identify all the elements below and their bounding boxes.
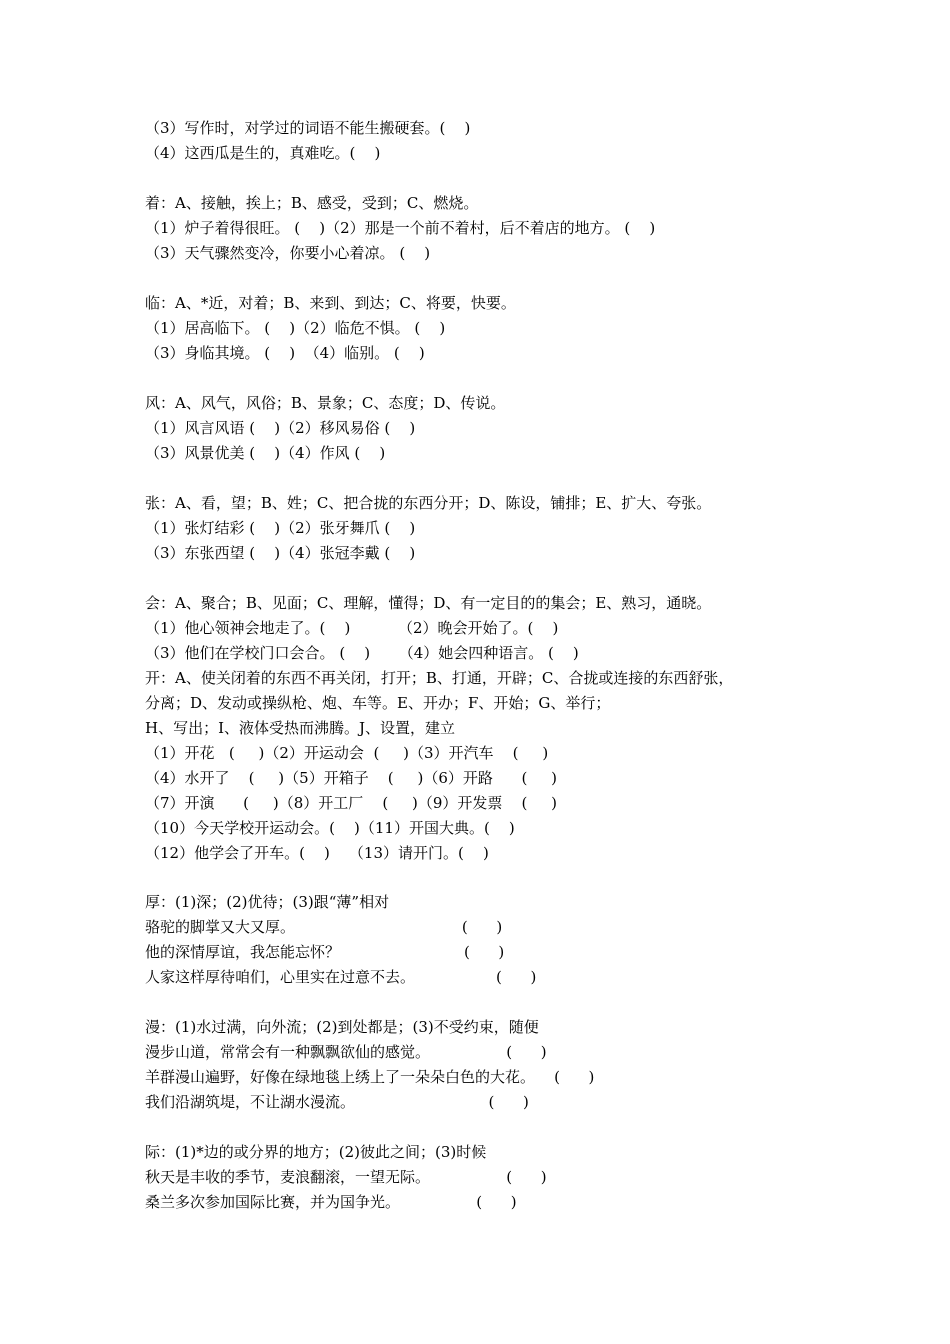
- text-line: （4）这西瓜是生的，真难吃。( ): [145, 144, 381, 162]
- text-line: （7）开演 ( )（8）开工厂 ( )（9）开发票 ( ): [145, 794, 558, 812]
- text-line: 秋天是丰收的季节，麦浪翻滚，一望无际。 ( ): [145, 1168, 547, 1186]
- text-line: 际：(1)*边的或分界的地方；(2)彼此之间；(3)时候: [145, 1143, 487, 1161]
- text-line: （10）今天学校开运动会。( )（11）开国大典。( ): [145, 819, 515, 837]
- text-line: （1）开花 ( )（2）开运动会 ( )（3）开汽车 ( ): [145, 744, 549, 762]
- text-line: （1）他心领神会地走了。( ) （2）晚会开始了。( ): [145, 619, 559, 637]
- text-line: H、写出；I、液体受热而沸腾。J、设置，建立: [145, 719, 456, 737]
- text-line: （3）他们在学校门口会合。 ( ) （4）她会四种语言。 ( ): [145, 644, 579, 662]
- text-line: 分离；D、发动或操纵枪、炮、车等。E、开办；F、开始；G、举行；: [145, 694, 611, 712]
- text-line: （3）风景优美 ( )（4）作风 ( ): [145, 444, 386, 462]
- text-line: 漫：(1)水过满，向外流；(2)到处都是；(3)不受约束，随便: [145, 1018, 539, 1036]
- text-line: 羊群漫山遍野，好像在绿地毯上绣上了一朵朵白色的大花。 ( ): [145, 1068, 595, 1086]
- text-line: （4）水开了 ( )（5）开箱子 ( )（6）开路 ( ): [145, 769, 558, 787]
- text-line: 风：A、风气，风俗；B、景象；C、态度；D、传说。: [145, 394, 506, 412]
- text-line: （12）他学会了开车。( ) （13）请开门。( ): [145, 844, 489, 862]
- text-line: 漫步山道，常常会有一种飘飘欲仙的感觉。 ( ): [145, 1043, 547, 1061]
- text-line: 着：A、接触，挨上；B、感受，受到；C、燃烧。: [145, 194, 479, 212]
- text-line: 开：A、使关闭着的东西不再关闭，打开；B、打通，开辟；C、合拢或连接的东西舒张，: [145, 669, 734, 687]
- text-line: （1）居高临下。 ( )（2）临危不惧。 ( ): [145, 319, 446, 337]
- text-line: （3）天气骤然变冷，你要小心着凉。 ( ): [145, 244, 431, 262]
- text-line: （1）炉子着得很旺。 ( )（2）那是一个前不着村，后不着店的地方。 ( ): [145, 219, 656, 237]
- text-line: （3）东张西望 ( )（4）张冠李戴 ( ): [145, 544, 416, 562]
- text-line: 他的深情厚谊，我怎能忘怀？ ( ): [145, 943, 505, 961]
- text-line: （1）风言风语 ( )（2）移风易俗 ( ): [145, 419, 416, 437]
- text-line: 我们沿湖筑堤，不让湖水漫流。 ( ): [145, 1093, 529, 1111]
- text-line: 张：A、看，望；B、姓；C、把合拢的东西分开；D、陈设，铺排；E、扩大、夸张。: [145, 494, 712, 512]
- text-line: 人家这样厚待咱们，心里实在过意不去。 ( ): [145, 968, 537, 986]
- text-line: 会：A、聚合；B、见面；C、理解，懂得；D、有一定目的的集会；E、熟习，通晓。: [145, 594, 712, 612]
- text-line: 骆驼的脚掌又大又厚。 ( ): [145, 918, 503, 936]
- text-line: 临：A、*近，对着；B、来到、到达；C、将要，快要。: [145, 294, 516, 312]
- text-line: （3）写作时，对学过的词语不能生搬硬套。( ): [145, 119, 471, 137]
- text-line: （3）身临其境。 ( ) （4）临别。 ( ): [145, 344, 425, 362]
- text-line: 桑兰多次参加国际比赛，并为国争光。 ( ): [145, 1193, 517, 1211]
- text-line: （1）张灯结彩 ( )（2）张牙舞爪 ( ): [145, 519, 416, 537]
- text-line: 厚：(1)深；(2)优待；(3)跟“薄”相对: [145, 893, 390, 911]
